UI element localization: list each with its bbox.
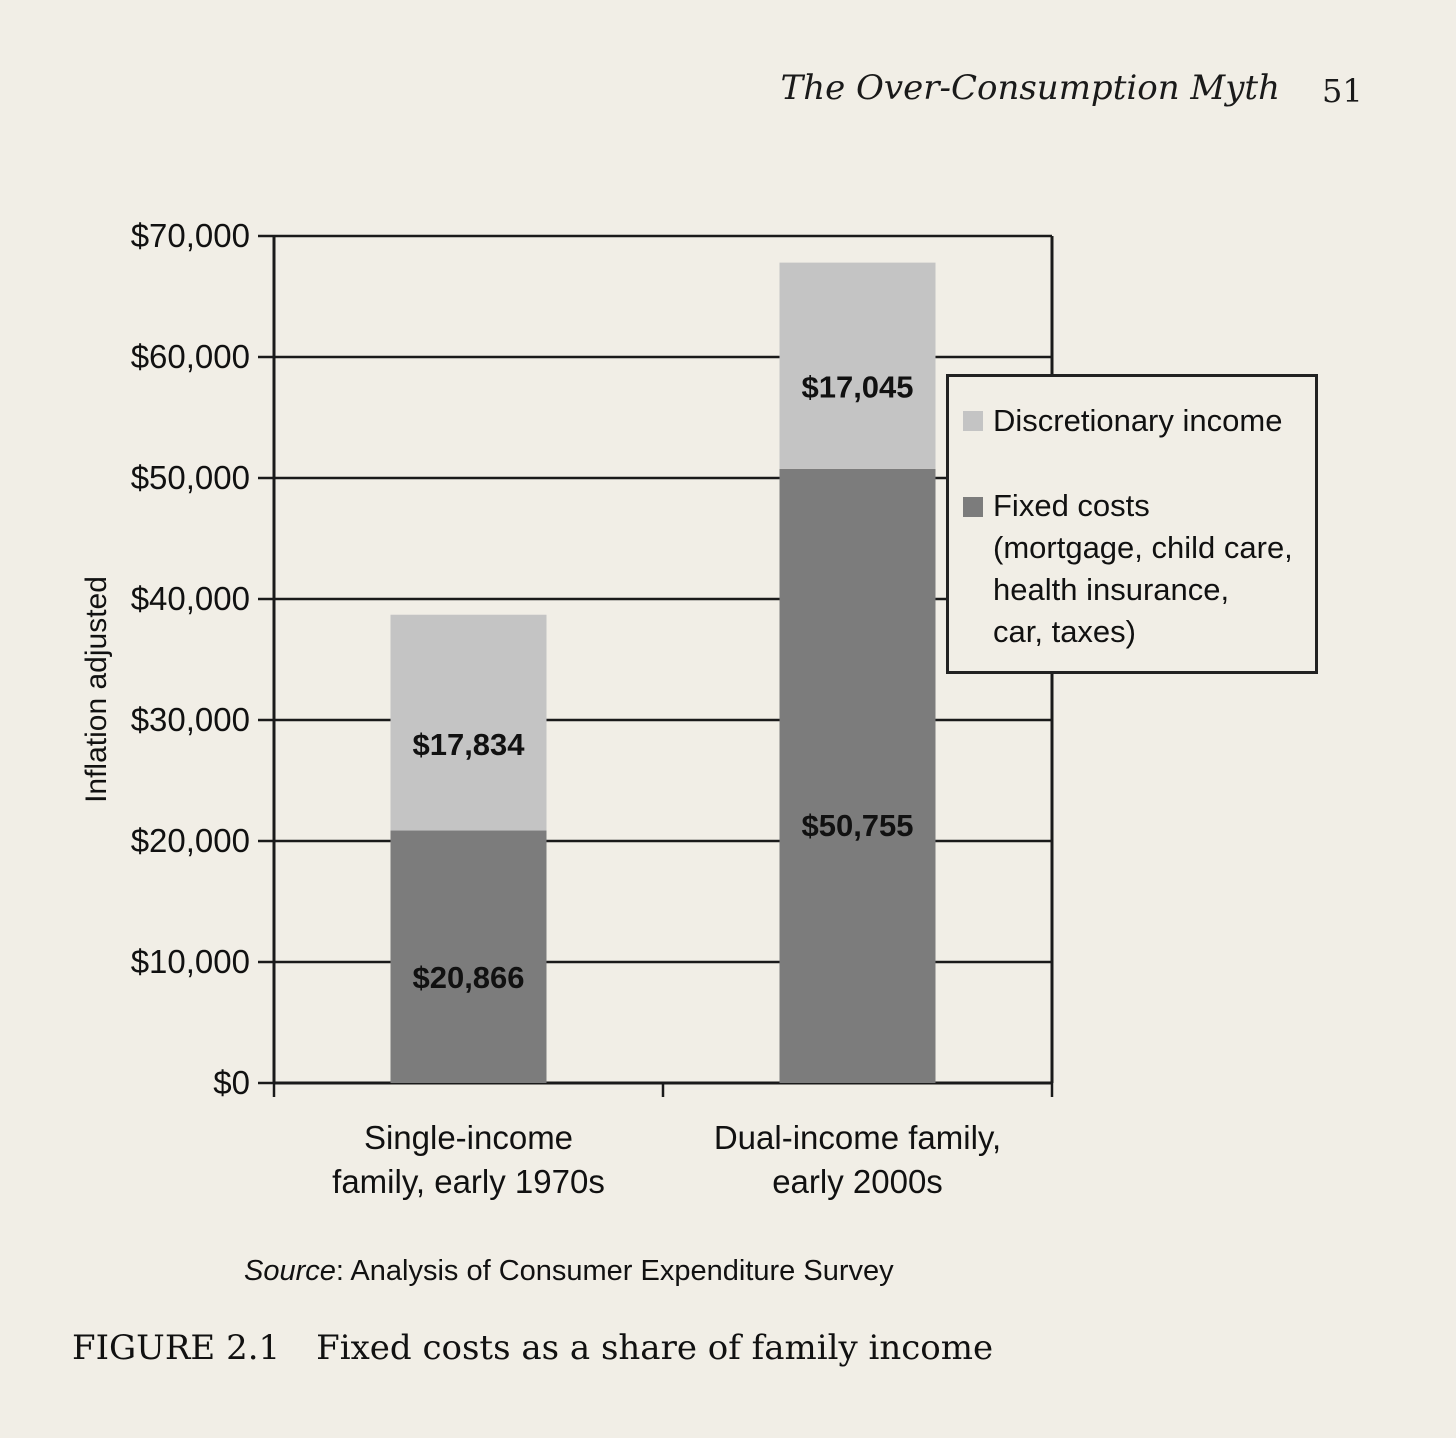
bar-segment-discretionary — [391, 615, 547, 831]
bar-segment-fixed — [780, 469, 936, 1083]
data-label-fixed: $50,755 — [801, 808, 914, 844]
y-tick-label: $20,000 — [130, 822, 250, 859]
x-category-label: early 2000s — [772, 1163, 943, 1200]
figure-caption — [72, 1328, 993, 1368]
legend-line: Discretionary income — [993, 403, 1283, 438]
bar-segment-fixed — [391, 831, 547, 1083]
data-label-discretionary: $17,045 — [801, 369, 914, 405]
x-category-label: Dual-income family, — [713, 1119, 1002, 1156]
legend-line: car, taxes) — [993, 614, 1136, 649]
legend-label-discretionary — [993, 403, 1282, 439]
data-label-fixed: $20,866 — [412, 959, 525, 995]
chart-legend — [946, 374, 1318, 674]
running-header: The Over-Consumption Myth — [780, 68, 1280, 108]
y-tick-label: $60,000 — [130, 338, 250, 375]
y-tick-label: $0 — [213, 1064, 250, 1101]
figure-label: FIGURE 2.1 — [72, 1328, 281, 1368]
y-tick-label: $10,000 — [130, 943, 250, 980]
figure-caption-text: Fixed costs as a share of family income — [316, 1328, 994, 1368]
bar-segment-discretionary — [780, 263, 936, 469]
data-label-discretionary: $17,834 — [412, 727, 525, 763]
x-category-label: Single-income — [363, 1119, 574, 1156]
source-label: Source — [244, 1255, 336, 1287]
legend-line: (mortgage, child care, — [993, 530, 1293, 565]
legend-label-fixed — [993, 485, 1293, 653]
legend-line: Fixed costs — [993, 488, 1150, 523]
page-number: 51 — [1322, 72, 1363, 110]
figure-source — [244, 1255, 894, 1288]
source-text: : Analysis of Consumer Expenditure Survey — [335, 1255, 894, 1287]
x-category-label: family, early 1970s — [332, 1163, 605, 1200]
y-tick-label: $40,000 — [130, 580, 250, 617]
y-axis-label: Inflation adjusted — [80, 576, 113, 803]
legend-line: health insurance, — [993, 572, 1230, 607]
legend-entry-discretionary — [963, 403, 1282, 439]
y-tick-label: $70,000 — [130, 217, 250, 254]
legend-swatch-fixed — [963, 497, 983, 517]
legend-entry-fixed — [963, 485, 1293, 653]
legend-swatch-discretionary — [963, 411, 983, 431]
y-tick-label: $50,000 — [130, 459, 250, 496]
y-tick-label: $30,000 — [130, 701, 250, 738]
